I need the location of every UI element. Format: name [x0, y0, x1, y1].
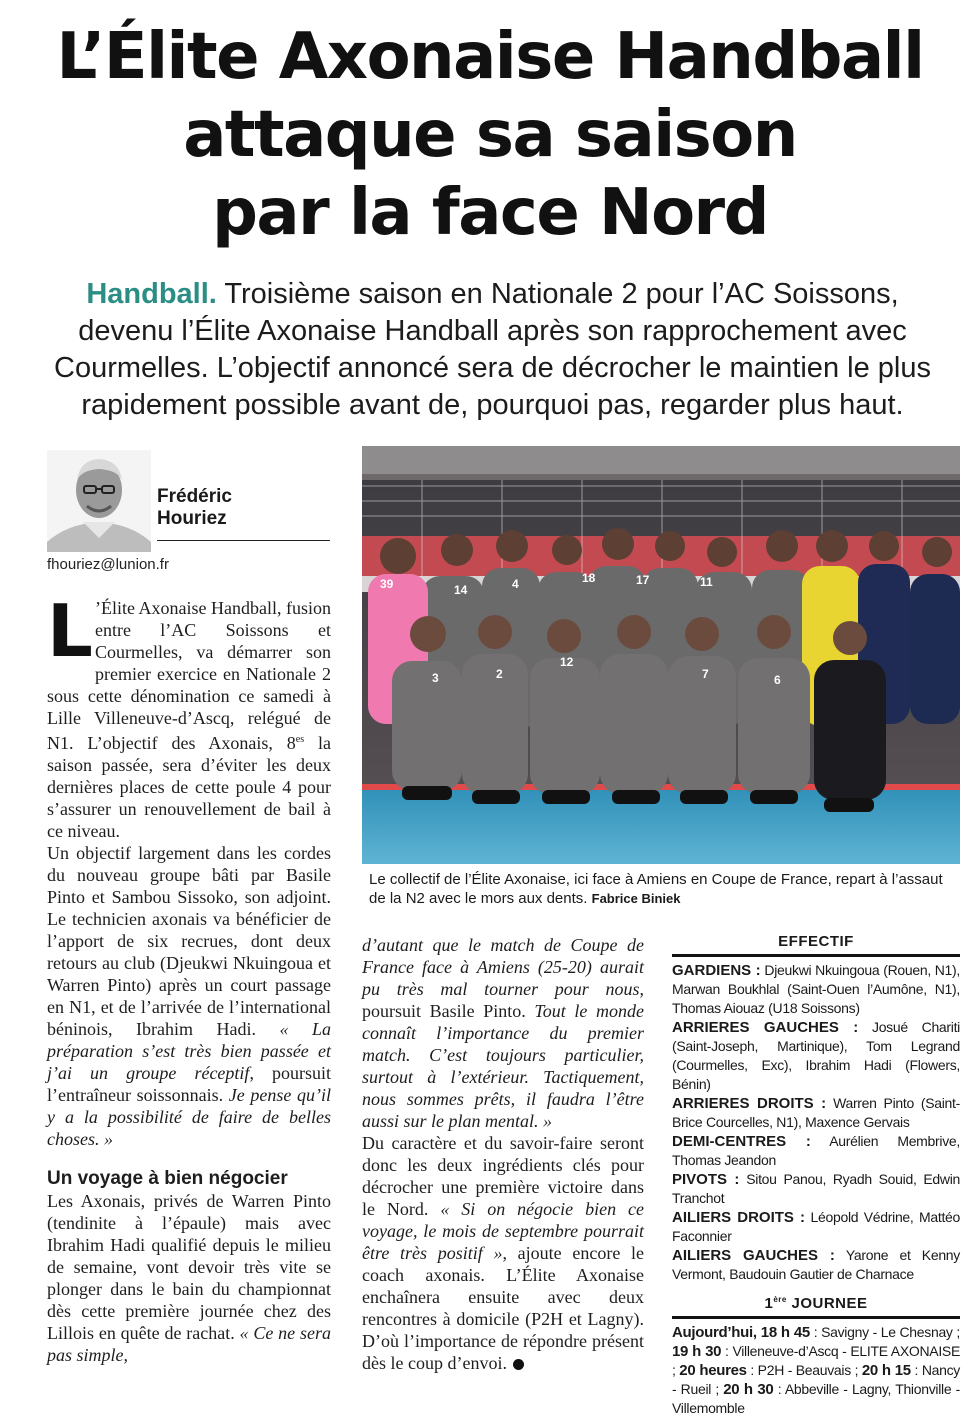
- author-last-name: Houriez: [157, 508, 227, 529]
- roster-players: Warren Pinto (Saint-Brice Courcelles, N1), Maxence Gervais: [672, 1095, 960, 1130]
- roster-players: Yarone et Kenny Vermont, Baudouin Gautier de Charnace: [672, 1247, 960, 1282]
- roster-position: AILIERS GAUCHES :: [672, 1247, 835, 1264]
- paragraph-1: [47, 589, 331, 842]
- roster-entry: [672, 961, 960, 1018]
- jersey-number: 3: [432, 671, 439, 685]
- headline-line-2: attaque sa saison: [183, 98, 797, 172]
- paragraph-2: [47, 842, 331, 1150]
- ordinal-suffix: es: [295, 734, 305, 745]
- standfirst-text: Troisième saison en Nationale 2 pour l’AC Soissons, devenu l’Élite Axonaise Handball après son rapprochement avec Courmelles. L’objectif annoncé sera de décrocher le maintien le plus rapidement possible avant de, pourquoi pas, regarder plus haut.: [54, 278, 931, 421]
- roster-entry: [672, 1170, 960, 1208]
- team-photo: [362, 446, 960, 864]
- roster-box: [672, 930, 960, 1418]
- paragraph-2-text-b: , poursuit l’entraîneur soissonnais.: [47, 1063, 331, 1105]
- jersey-number: 14: [454, 583, 468, 597]
- roster-entry: [672, 1132, 960, 1170]
- fixtures-title-number: 1: [764, 1295, 774, 1312]
- article-column-2: [362, 934, 644, 1374]
- paragraph-continued: [362, 934, 644, 1132]
- quote-1: « La préparation s’est très bien passée et j’ai un groupe réceptif: [47, 1019, 331, 1083]
- article-column-1: [47, 589, 331, 1366]
- roster-position: AILIERS DROITS :: [672, 1209, 806, 1226]
- roster-position: ARRIERES DROITS :: [672, 1095, 827, 1112]
- jersey-number: 6: [774, 673, 781, 687]
- author-name: [157, 486, 232, 530]
- jersey-number: 39: [380, 577, 394, 591]
- fixture-time: 20 h 15: [861, 1362, 911, 1379]
- jersey-number: 11: [700, 575, 713, 589]
- fixture-time: 20 heures: [679, 1362, 747, 1379]
- author-first-name: Frédéric: [157, 486, 232, 507]
- end-mark: [513, 1359, 524, 1370]
- roster-entry: [672, 1246, 960, 1284]
- quote-3: « Ce ne sera pas simple,: [47, 1323, 331, 1365]
- roster-position: DEMI-CENTRES :: [672, 1133, 811, 1150]
- fixture-time: 19 h 30: [672, 1343, 722, 1360]
- photo-credit: Fabrice Biniek: [591, 891, 681, 906]
- jersey-number: 4: [512, 577, 519, 591]
- paragraph-3-text: Les Axonais, privés de Warren Pinto (tendinite à l’épaule) mais avec Ibrahim Hadi qualifié depuis le milieu de semaine, vont devoir très vite se plonger dans le bain du championnat dès cette première journée chez des Lillois en quête de rachat.: [47, 1191, 331, 1343]
- headline-line-3: par la face Nord: [212, 176, 768, 250]
- fixture-match: : Abbeville - Lagny, Thionville - Villemomble: [672, 1381, 960, 1416]
- roster-players: Aurélien Membrive, Thomas Jeandon: [672, 1133, 960, 1168]
- roster-position: GARDIENS :: [672, 962, 761, 979]
- section-kicker: Handball.: [86, 278, 217, 310]
- paragraph-2-text-a: Un objectif largement dans les cordes du nouveau groupe bâti par Basile Pinto et Sambou Sissoko, son adjoint. Le technicien axonais va bénéficier de l’apport de six recrues, dont deux retours au club (Djeukwi Nkuingoua et Warren Pinto) après un court passage en N1, et de l’arrivée de l’international béninois, Ibrahim Hadi.: [47, 843, 331, 1039]
- jersey-number: 17: [636, 573, 650, 587]
- caption-text: Le collectif de l’Élite Axonaise, ici face à Amiens en Coupe de France, repart à l’assaut de la N2 avec le mors aux dents.: [369, 871, 943, 907]
- fixture-time: Aujourd’hui, 18 h 45: [672, 1324, 810, 1341]
- roster-players: Sitou Panou, Ryadh Souid, Edwin Tranchot: [672, 1171, 960, 1206]
- fixtures-list: [672, 1323, 960, 1418]
- headline-line-1: L’Élite Axonaise Handball: [56, 20, 924, 94]
- fixtures-title-suffix: ère: [773, 1295, 787, 1304]
- author-email[interactable]: fhouriez@lunion.fr: [47, 556, 169, 573]
- fixture-match: : Villeneuve-d’Ascq - ELITE AXONAISE ;: [672, 1343, 960, 1378]
- fixture-match: : Savigny - Le Chesnay ;: [809, 1324, 960, 1340]
- fixtures-title-word: JOURNEE: [791, 1295, 868, 1312]
- roster-title: EFFECTIF: [672, 930, 960, 957]
- quote-5: « Si on négocie bien ce voyage, le mois de septembre pourrait être très positif »: [362, 1199, 644, 1263]
- author-portrait: [47, 450, 151, 552]
- roster-players: Léopold Védrine, Mattéo Faconnier: [672, 1209, 961, 1244]
- quote-continued: d’autant que le match de Coupe de France face à Amiens (25-20) aurait pu très mal tourner pour nous: [362, 935, 644, 999]
- jersey-number: 12: [560, 655, 574, 669]
- roster-players: Josué Chariti (Saint-Joseph, Martinique), Tom Legrand (Courmelles, Exc), Ibrahim Hadi (Flowers, Bénin): [672, 1019, 960, 1092]
- paragraph-1-text-a: ’Élite Axonaise Handball, fusion entre l’AC Soissons et Courmelles, va démarrer son premier exercice en Nationale 2 sous cette dénomination ce samedi à Lille Villeneuve-d’Ascq, relégué de N1. L’objectif des Axonais, 8: [47, 598, 331, 753]
- quote-2: Je pense qu’il y a la possibilité de faire de belles choses. »: [47, 1085, 331, 1149]
- paragraph-1-text-b: la saison passée, sera d’éviter les deux dernières places de cette poule 4 pour s’assurer un renouvellement de bail à ce niveau.: [47, 733, 331, 841]
- roster-position: ARRIERES GAUCHES :: [672, 1019, 859, 1036]
- quote-4: Tout le monde connaît l’importance du premier match. C’est toujours particulier, surtout à l’extérieur. Tactiquement, nous sommes prêts, il faudra l’être aussi sur le plan mental. »: [362, 1001, 644, 1131]
- roster-players: Djeukwi Nkuingoua (Rouen, N1), Marwan Boukhlal (Saint-Ouen l’Aumône, N1), Thomas Aiouaz (U18 Soissons): [672, 962, 960, 1016]
- drop-cap: L: [47, 589, 93, 673]
- paragraph-3: [47, 1190, 331, 1366]
- subheading: Un voyage à bien négocier: [47, 1168, 288, 1189]
- paragraph-4-text-b: , ajoute encore le coach axonais. L’Élite Axonaise enchaînera ensuite avec deux rencontres à domicile (P2H et Lagny). D’où l’importance de répondre présent dès le coup d’envoi.: [362, 1243, 645, 1373]
- standfirst: [40, 276, 945, 424]
- roster-entry: [672, 1018, 960, 1094]
- fixtures-title: [672, 1288, 960, 1319]
- roster-position: PIVOTS :: [672, 1171, 740, 1188]
- paragraph-4-text-a: Du caractère et du savoir-faire seront donc les deux ingrédients clés pour décrocher une première victoire dans le Nord.: [362, 1133, 644, 1219]
- fixture-time: 20 h 30: [723, 1381, 774, 1398]
- paragraph-4: [362, 1132, 644, 1374]
- author-divider: [157, 540, 330, 541]
- roster-entry: [672, 1094, 960, 1132]
- headline: [30, 18, 950, 252]
- photo-caption: [369, 870, 954, 908]
- fixture-match: : Nancy - Rueil ;: [672, 1362, 960, 1397]
- roster-entry: [672, 1208, 960, 1246]
- jersey-number: 18: [582, 571, 596, 585]
- attribution: , poursuit Basile Pinto.: [362, 979, 644, 1021]
- jersey-number: 7: [702, 667, 709, 681]
- jersey-number: 2: [496, 667, 503, 681]
- fixture-match: : P2H - Beauvais ;: [746, 1362, 862, 1378]
